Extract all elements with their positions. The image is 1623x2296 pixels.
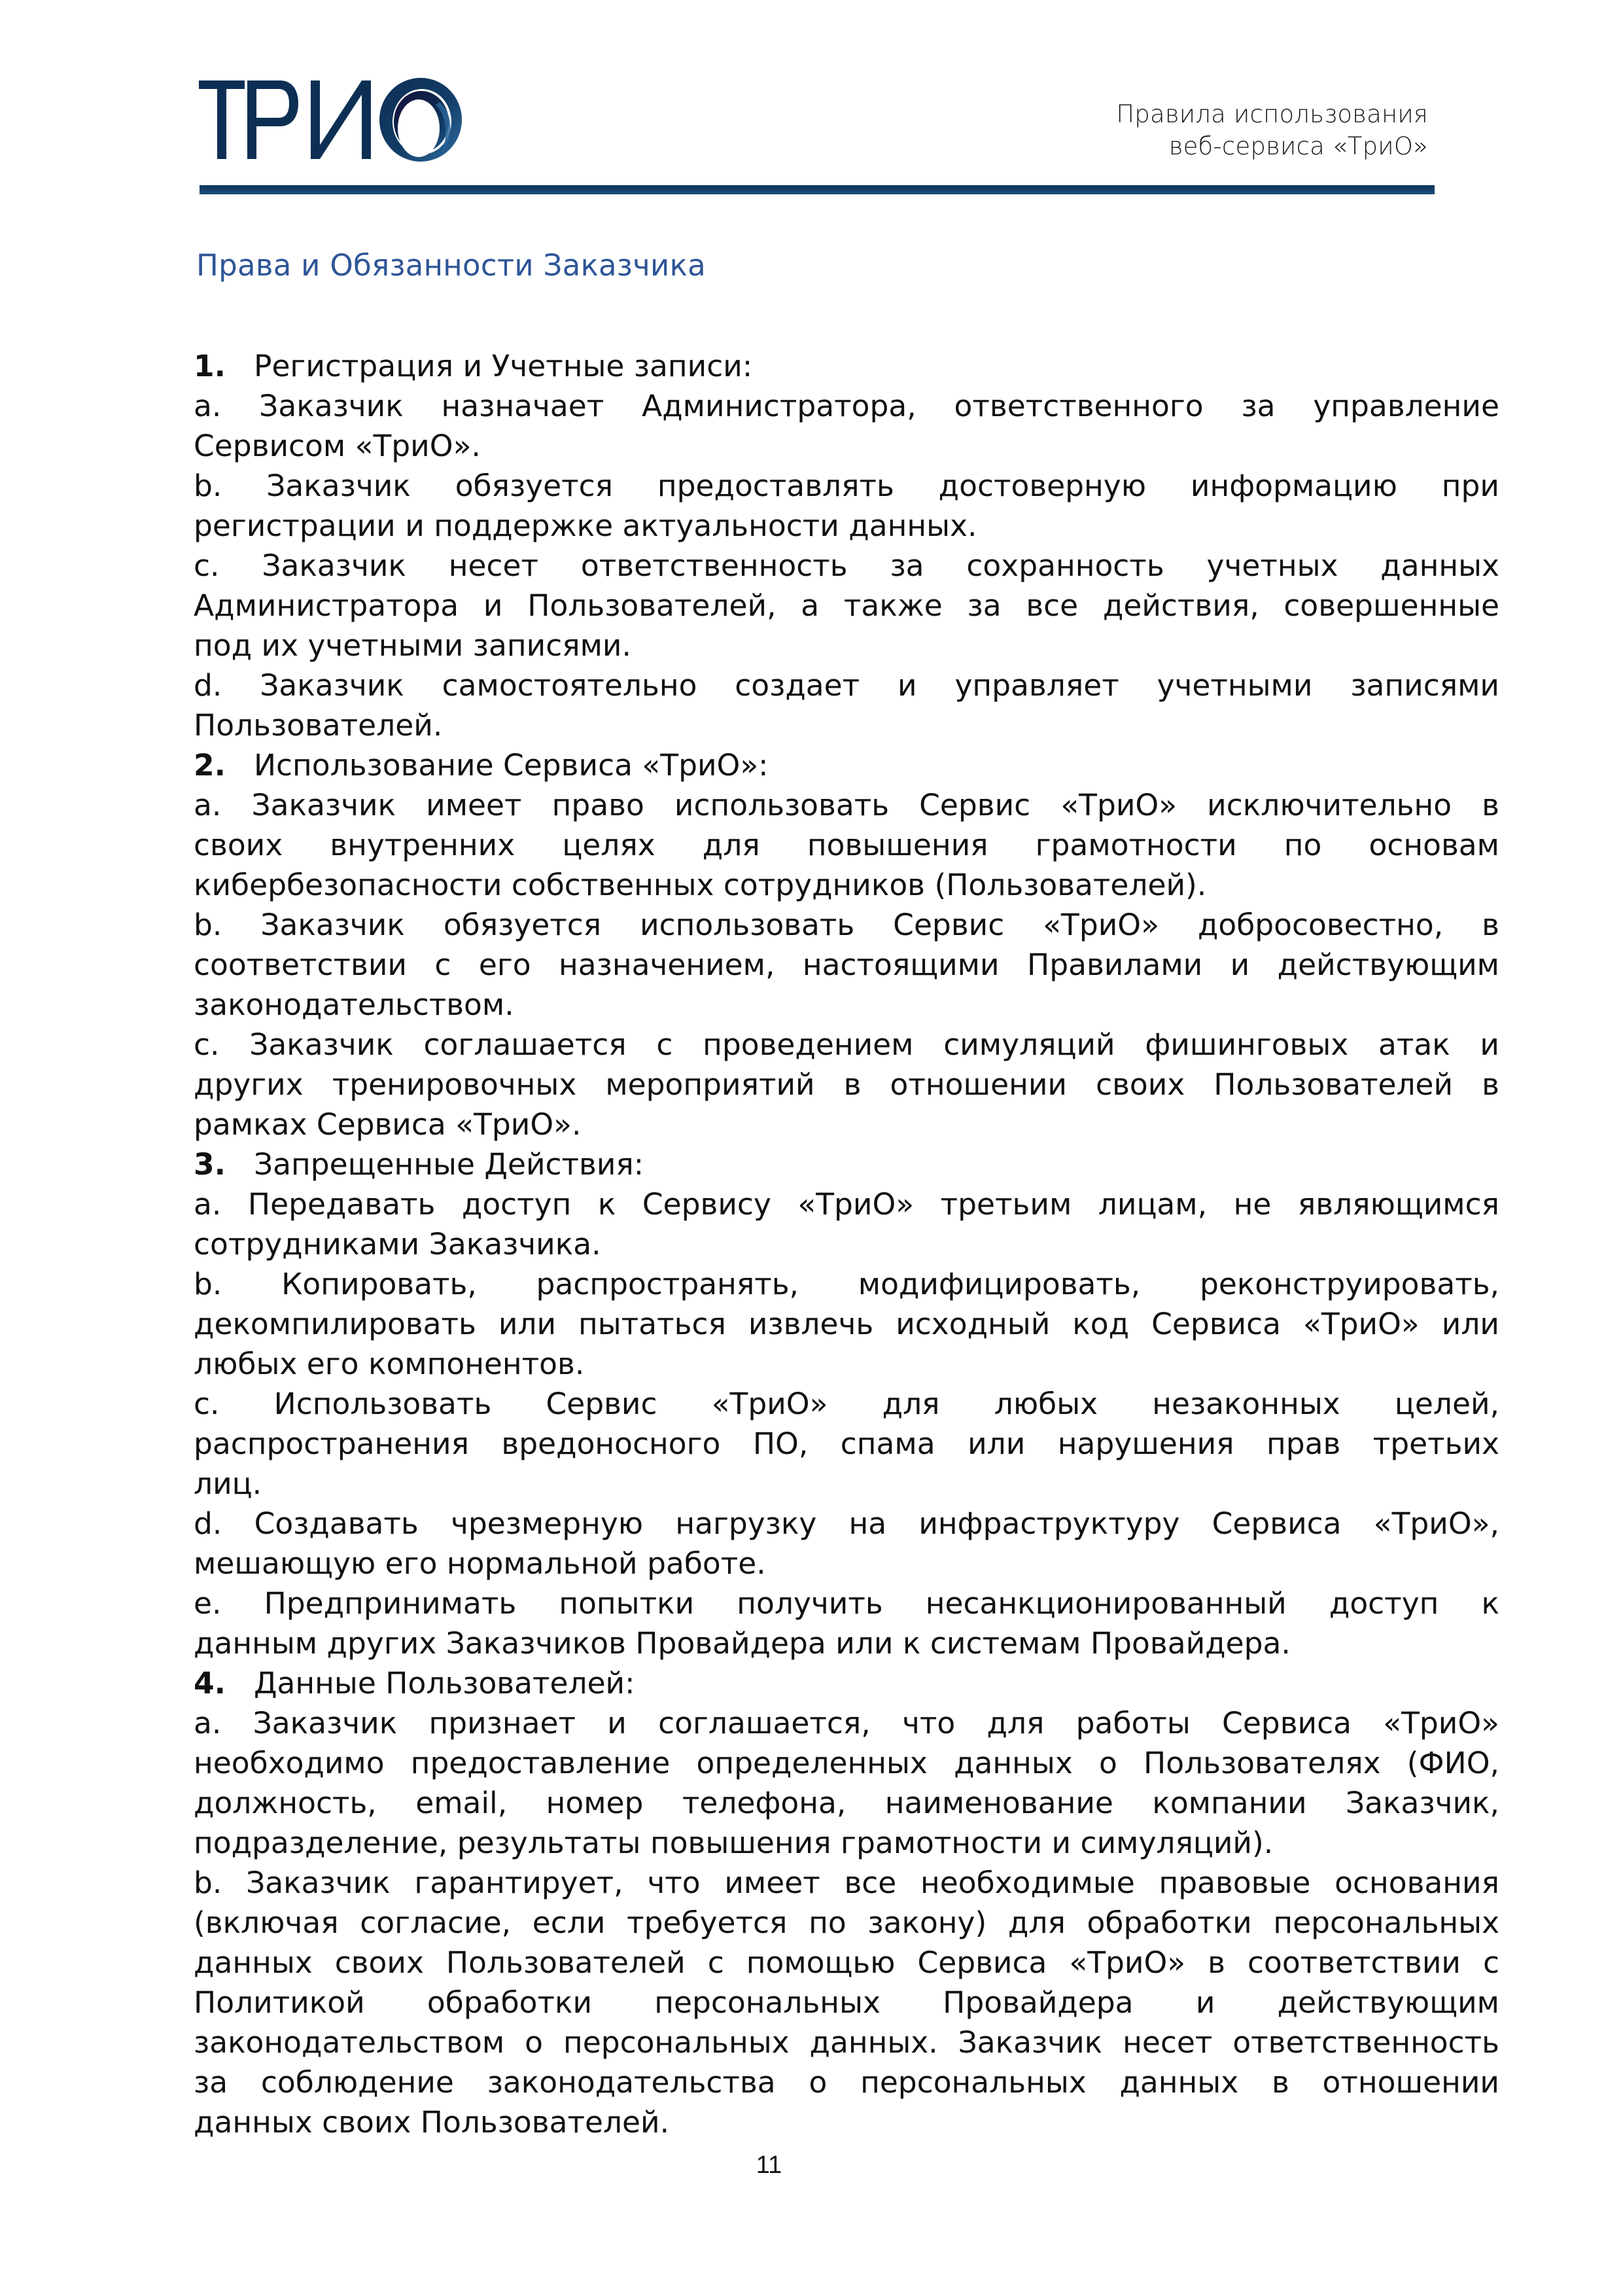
list-item (194, 1184, 1499, 1264)
section-heading (194, 1144, 1499, 1184)
section-2 (194, 745, 1499, 1144)
text-line: d. Заказчик самостоятельно создает и управляет учетными записями (194, 668, 1499, 703)
text-line: рамках Сервиса «ТриО». (194, 1107, 582, 1142)
text-line: a. Заказчик признает и соглашается, что для работы Сервиса «ТриО» (194, 1706, 1499, 1740)
text-line: соответствии с его назначением, настоящими Правилами и действующим (194, 947, 1499, 982)
section-number: 2. (194, 748, 226, 783)
text-line: данных своих Пользователей. (194, 2105, 670, 2140)
document-body (194, 346, 1499, 2142)
section-heading-text: Запрещенные Действия: (254, 1147, 644, 1182)
page-number: 11 (756, 2151, 782, 2179)
page-number-container (0, 2151, 1623, 2180)
section-heading-text: Использование Сервиса «ТриО»: (254, 748, 769, 783)
text-line: (включая согласие, если требуется по закону) для обработки персональных (194, 1905, 1499, 1940)
section-4 (194, 1663, 1499, 2142)
logo-ring (379, 78, 462, 162)
text-line: b. Заказчик гарантирует, что имеет все необходимые правовые основания (194, 1865, 1499, 1900)
section-heading (194, 745, 1499, 785)
list-item (194, 785, 1499, 905)
text-line: подразделение, результаты повышения грамотности и симуляций). (194, 1826, 1274, 1860)
section-number: 1. (194, 349, 226, 383)
section-heading-text: Данные Пользователей: (254, 1666, 635, 1701)
text-line: других тренировочных мероприятий в отношении своих Пользователей в (194, 1067, 1499, 1102)
text-line: b. Заказчик обязуется использовать Сервис «ТриО» добросовестно, в (194, 908, 1499, 942)
list-item (194, 665, 1499, 745)
text-line: своих внутренних целях для повышения грамотности по основам (194, 828, 1499, 862)
list-item (194, 466, 1499, 546)
text-line: Сервисом «ТриО». (194, 429, 481, 463)
list-item (194, 546, 1499, 665)
section-title: Права и Обязанности Заказчика (196, 248, 706, 283)
text-line: под их учетными записями. (194, 628, 631, 663)
text-line: d. Создавать чрезмерную нагрузку на инфраструктуру Сервиса «ТриО», (194, 1506, 1499, 1541)
text-line: c. Заказчик соглашается с проведением симуляций фишинговых атак и (194, 1027, 1499, 1062)
text-line: необходимо предоставление определенных данных о Пользователях (ФИО, (194, 1746, 1499, 1780)
text-line: законодательством. (194, 987, 514, 1022)
text-line: e. Предпринимать попытки получить несанкционированный доступ к (194, 1586, 1499, 1621)
list-item (194, 1264, 1499, 1384)
text-line: Политикой обработки персональных Провайдера и действующим (194, 1985, 1499, 2020)
text-line: c. Заказчик несет ответственность за сохранность учетных данных (194, 548, 1499, 583)
text-line: данных своих Пользователей с помощью Сервиса «ТриО» в соответствии с (194, 1945, 1499, 1980)
section-heading (194, 346, 1499, 386)
text-line: a. Заказчик имеет право использовать Сервис «ТриО» исключительно в (194, 788, 1499, 822)
text-line: законодательством о персональных данных. Заказчик несет ответственность (194, 2025, 1499, 2060)
text-line: распространения вредоносного ПО, спама или нарушения прав третьих (194, 1426, 1499, 1461)
text-line: сотрудниками Заказчика. (194, 1227, 601, 1262)
document-header-title (1116, 98, 1428, 162)
section-heading (194, 1663, 1499, 1703)
section-number: 4. (194, 1666, 226, 1701)
text-line: регистрации и поддержке актуальности данных. (194, 508, 977, 543)
trio-logo (196, 73, 466, 165)
header-title-line-2: веб-сервиса «ТриО» (1168, 132, 1428, 160)
text-line: кибербезопасности собственных сотрудников (Пользователей). (194, 868, 1207, 902)
text-line: декомпилировать или пытаться извлечь исходный код Сервиса «ТриО» или (194, 1307, 1499, 1341)
list-item (194, 1384, 1499, 1504)
section-number: 3. (194, 1147, 226, 1182)
list-item (194, 1703, 1499, 1863)
text-line: a. Заказчик назначает Администратора, ответственного за управление (194, 389, 1499, 423)
header-divider (200, 185, 1435, 194)
section-3 (194, 1144, 1499, 1663)
text-line: b. Заказчик обязуется предоставлять достоверную информацию при (194, 468, 1499, 503)
text-line: b. Копировать, распространять, модифицировать, реконструировать, (194, 1267, 1499, 1301)
text-line: c. Использовать Сервис «ТриО» для любых незаконных целей, (194, 1386, 1499, 1421)
list-item (194, 1504, 1499, 1583)
text-line: Пользователей. (194, 708, 443, 743)
text-line: мешающую его нормальной работе. (194, 1546, 766, 1581)
text-line: a. Передавать доступ к Сервису «ТриО» третьим лицам, не являющимся (194, 1187, 1499, 1222)
section-1 (194, 346, 1499, 745)
list-item (194, 905, 1499, 1025)
text-line: данным других Заказчиков Провайдера или к системам Провайдера. (194, 1626, 1291, 1661)
text-line: должность, email, номер телефона, наименование компании Заказчик, (194, 1786, 1499, 1820)
text-line: за соблюдение законодательства о персональных данных в отношении (194, 2065, 1499, 2100)
list-item (194, 1583, 1499, 1663)
header-title-line-1: Правила использования (1116, 100, 1428, 128)
list-item (194, 1863, 1499, 2142)
logo-letters (199, 80, 371, 159)
text-line: любых его компонентов. (194, 1347, 585, 1381)
text-line: Администратора и Пользователей, а также за все действия, совершенные (194, 588, 1499, 623)
list-item (194, 386, 1499, 466)
text-line: лиц. (194, 1466, 262, 1501)
list-item (194, 1025, 1499, 1144)
section-heading-text: Регистрация и Учетные записи: (254, 349, 753, 383)
